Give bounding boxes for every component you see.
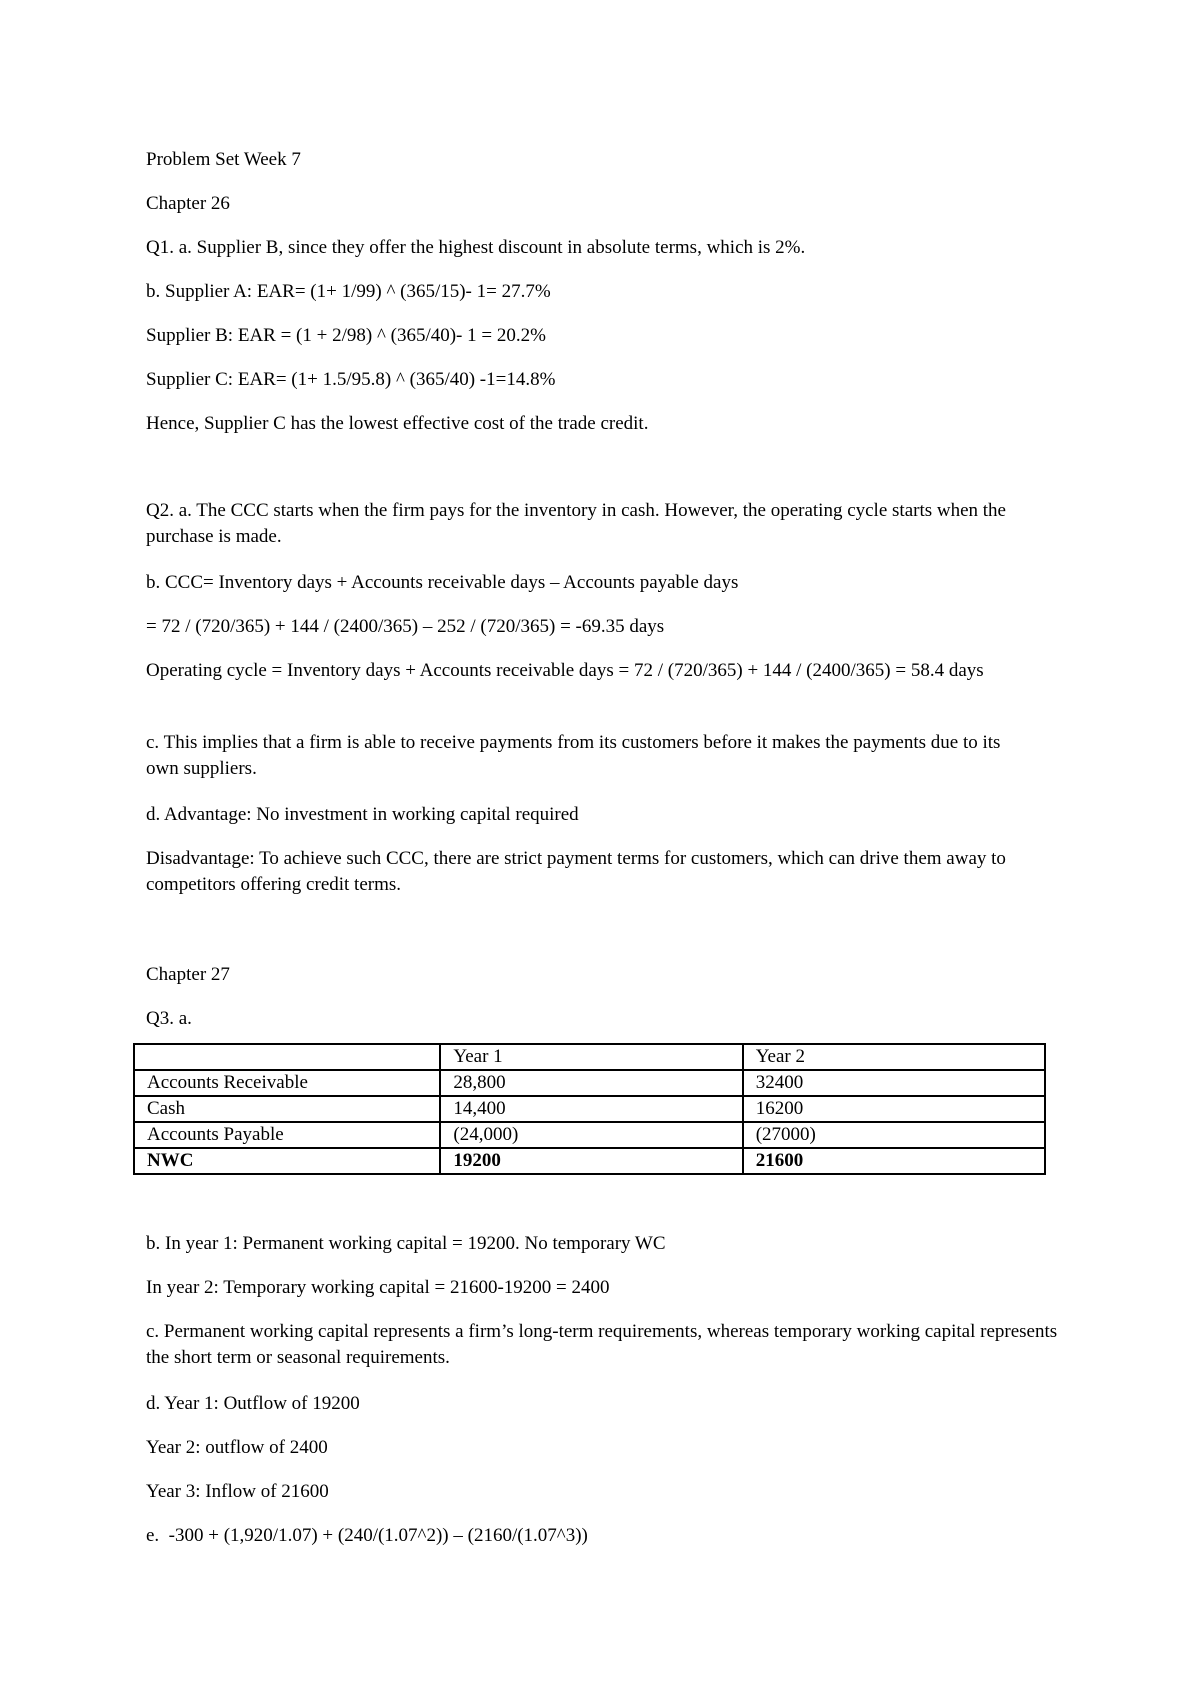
- q2c-answer: c. This implies that a firm is able to receive payments from its customers before it makes the payments due to its own suppliers.: [146, 732, 1001, 779]
- table-header-cell: Year 2: [743, 1044, 1045, 1070]
- table-row: [134, 1122, 1045, 1148]
- table-row: [134, 1096, 1045, 1122]
- table-cell: 28,800: [440, 1070, 742, 1096]
- table-total-cell: 19200: [440, 1148, 742, 1174]
- table-total-cell: NWC: [134, 1148, 440, 1174]
- table-cell: Accounts Payable: [134, 1122, 440, 1148]
- q2b-calculation: = 72 / (720/365) + 144 / (2400/365) – 252 / (720/365) = -69.35 days: [146, 616, 665, 637]
- q3d-year1: d. Year 1: Outflow of 19200: [146, 1393, 360, 1414]
- table-total-row: [134, 1148, 1045, 1174]
- q1b-supplier-b: Supplier B: EAR = (1 + 2/98) ^ (365/40)- 1 = 20.2%: [146, 325, 546, 346]
- q3c-answer: c. Permanent working capital represents a firm’s long-term requirements, whereas temporary working capital represents the short term or seasonal requirements.: [146, 1321, 1058, 1368]
- table-header-cell: [134, 1044, 440, 1070]
- chapter-27-heading: Chapter 27: [146, 964, 230, 985]
- table-cell: 32400: [743, 1070, 1045, 1096]
- table-cell: (27000): [743, 1122, 1045, 1148]
- q2a-answer: Q2. a. The CCC starts when the firm pays for the inventory in cash. However, the operating cycle starts when the purchase is made.: [146, 500, 1006, 547]
- q3d-year3: Year 3: Inflow of 21600: [146, 1481, 329, 1502]
- nwc-table: [133, 1043, 1046, 1175]
- table-cell: (24,000): [440, 1122, 742, 1148]
- table-row: [134, 1070, 1045, 1096]
- q2b-answer: b. CCC= Inventory days + Accounts receivable days – Accounts payable days: [146, 572, 739, 593]
- q1b-supplier-a: b. Supplier A: EAR= (1+ 1/99) ^ (365/15)- 1= 27.7%: [146, 281, 551, 302]
- document-title: Problem Set Week 7: [146, 149, 301, 170]
- q1a-answer: Q1. a. Supplier B, since they offer the highest discount in absolute terms, which is 2%.: [146, 237, 806, 258]
- table-cell: 14,400: [440, 1096, 742, 1122]
- q1b-conclusion: Hence, Supplier C has the lowest effective cost of the trade credit.: [146, 413, 649, 434]
- table-cell: 16200: [743, 1096, 1045, 1122]
- table-cell: Cash: [134, 1096, 440, 1122]
- q3b-answer: b. In year 1: Permanent working capital = 19200. No temporary WC: [146, 1233, 666, 1254]
- table-total-cell: 21600: [743, 1148, 1045, 1174]
- q2d-advantage: d. Advantage: No investment in working capital required: [146, 804, 579, 825]
- table-header-row: [134, 1044, 1045, 1070]
- q2b-operating-cycle: Operating cycle = Inventory days + Accounts receivable days = 72 / (720/365) + 144 / (2400/365) = 58.4 days: [146, 660, 984, 681]
- q3b-year2: In year 2: Temporary working capital = 21600-19200 = 2400: [146, 1277, 610, 1298]
- q2d-disadvantage: Disadvantage: To achieve such CCC, there are strict payment terms for customers, which can drive them away to competitors offering credit terms.: [146, 848, 1006, 895]
- q3a-label: Q3. a.: [146, 1008, 192, 1029]
- q3e-answer: e. -300 + (1,920/1.07) + (240/(1.07^2)) – (2160/(1.07^3)): [146, 1525, 588, 1546]
- q1b-supplier-c: Supplier C: EAR= (1+ 1.5/95.8) ^ (365/40) -1=14.8%: [146, 369, 556, 390]
- table-cell: Accounts Receivable: [134, 1070, 440, 1096]
- q3d-year2: Year 2: outflow of 2400: [146, 1437, 328, 1458]
- table-header-cell: Year 1: [440, 1044, 742, 1070]
- chapter-26-heading: Chapter 26: [146, 193, 230, 214]
